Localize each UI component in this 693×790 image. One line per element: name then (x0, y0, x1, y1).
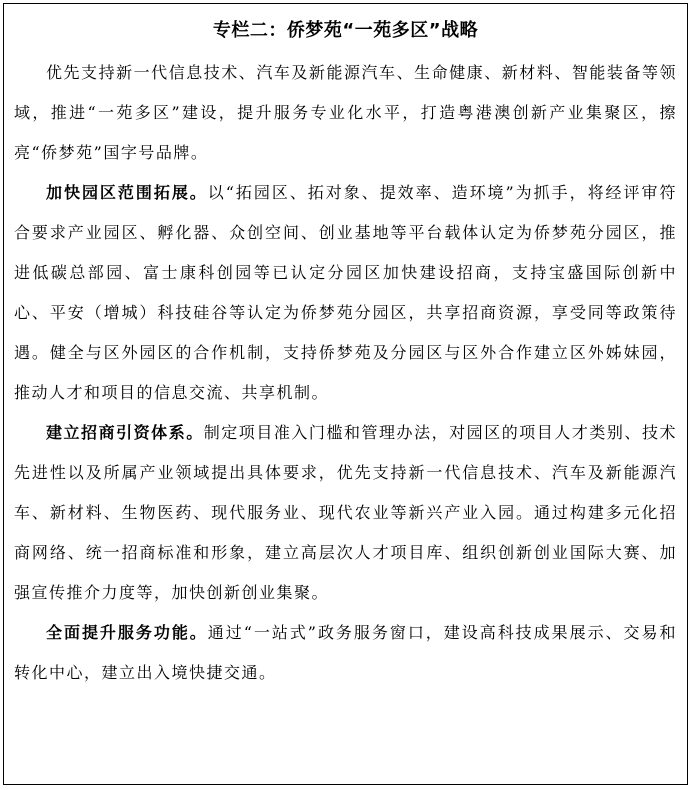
paragraph-text: 以“拓园区、拓对象、提效率、造环境”为抓手，将经评审符合要求产业园区、孵化器、众创空间、创业基地等平台载体认定为侨梦苑分园区，推进低碳总部园、富士康科创园等已认定分园区加快建设招商，支持宝盛国际创新中心、平安（增城）科技硅谷等认定为侨梦苑分园区，共享招商资源，享受同等政策待遇。健全与区外园区的合作机制，支持侨梦苑及分园区与区外合作建立区外姊妹园，推动人才和项目的信息交流、共享机制。 (14, 183, 677, 402)
column-box (3, 3, 688, 785)
paragraph-lead: 建立招商引资体系。 (46, 423, 204, 442)
column-title: 专栏二：侨梦苑“一苑多区”战略 (212, 20, 479, 41)
paragraph-text: 制定项目准入门槛和管理办法，对园区的项目人才类别、技术先进性以及所属产业领域提出具体要求，优先支持新一代信息技术、汽车及新能源汽车、新材料、生物医药、现代服务业、现代农业等新兴产业入园。通过构建多元化招商网络、统一招商标准和形象，建立高层次人才项目库、组织创新创业国际大赛、加强宣传推介力度等，加快创新创业集聚。 (14, 423, 677, 602)
paragraph-text: 优先支持新一代信息技术、汽车及新能源汽车、生命健康、新材料、智能装备等领域，推进“一苑多区”建设，提升服务专业化水平，打造粤港澳创新产业集聚区，擦亮“侨梦苑”国字号品牌。 (14, 63, 677, 162)
paragraph-lead: 全面提升服务功能。 (46, 623, 208, 642)
paragraph-park-expansion (14, 173, 677, 413)
paragraph-text: 通过“一站式”政务服务窗口，建设高科技成果展示、交易和转化中心，建立出入境快捷交通。 (14, 623, 677, 682)
paragraph-investment-system (14, 413, 677, 613)
paragraph-intro (14, 53, 677, 173)
paragraph-lead: 加快园区范围拓展。 (46, 183, 208, 202)
paragraph-service-function (14, 613, 677, 693)
